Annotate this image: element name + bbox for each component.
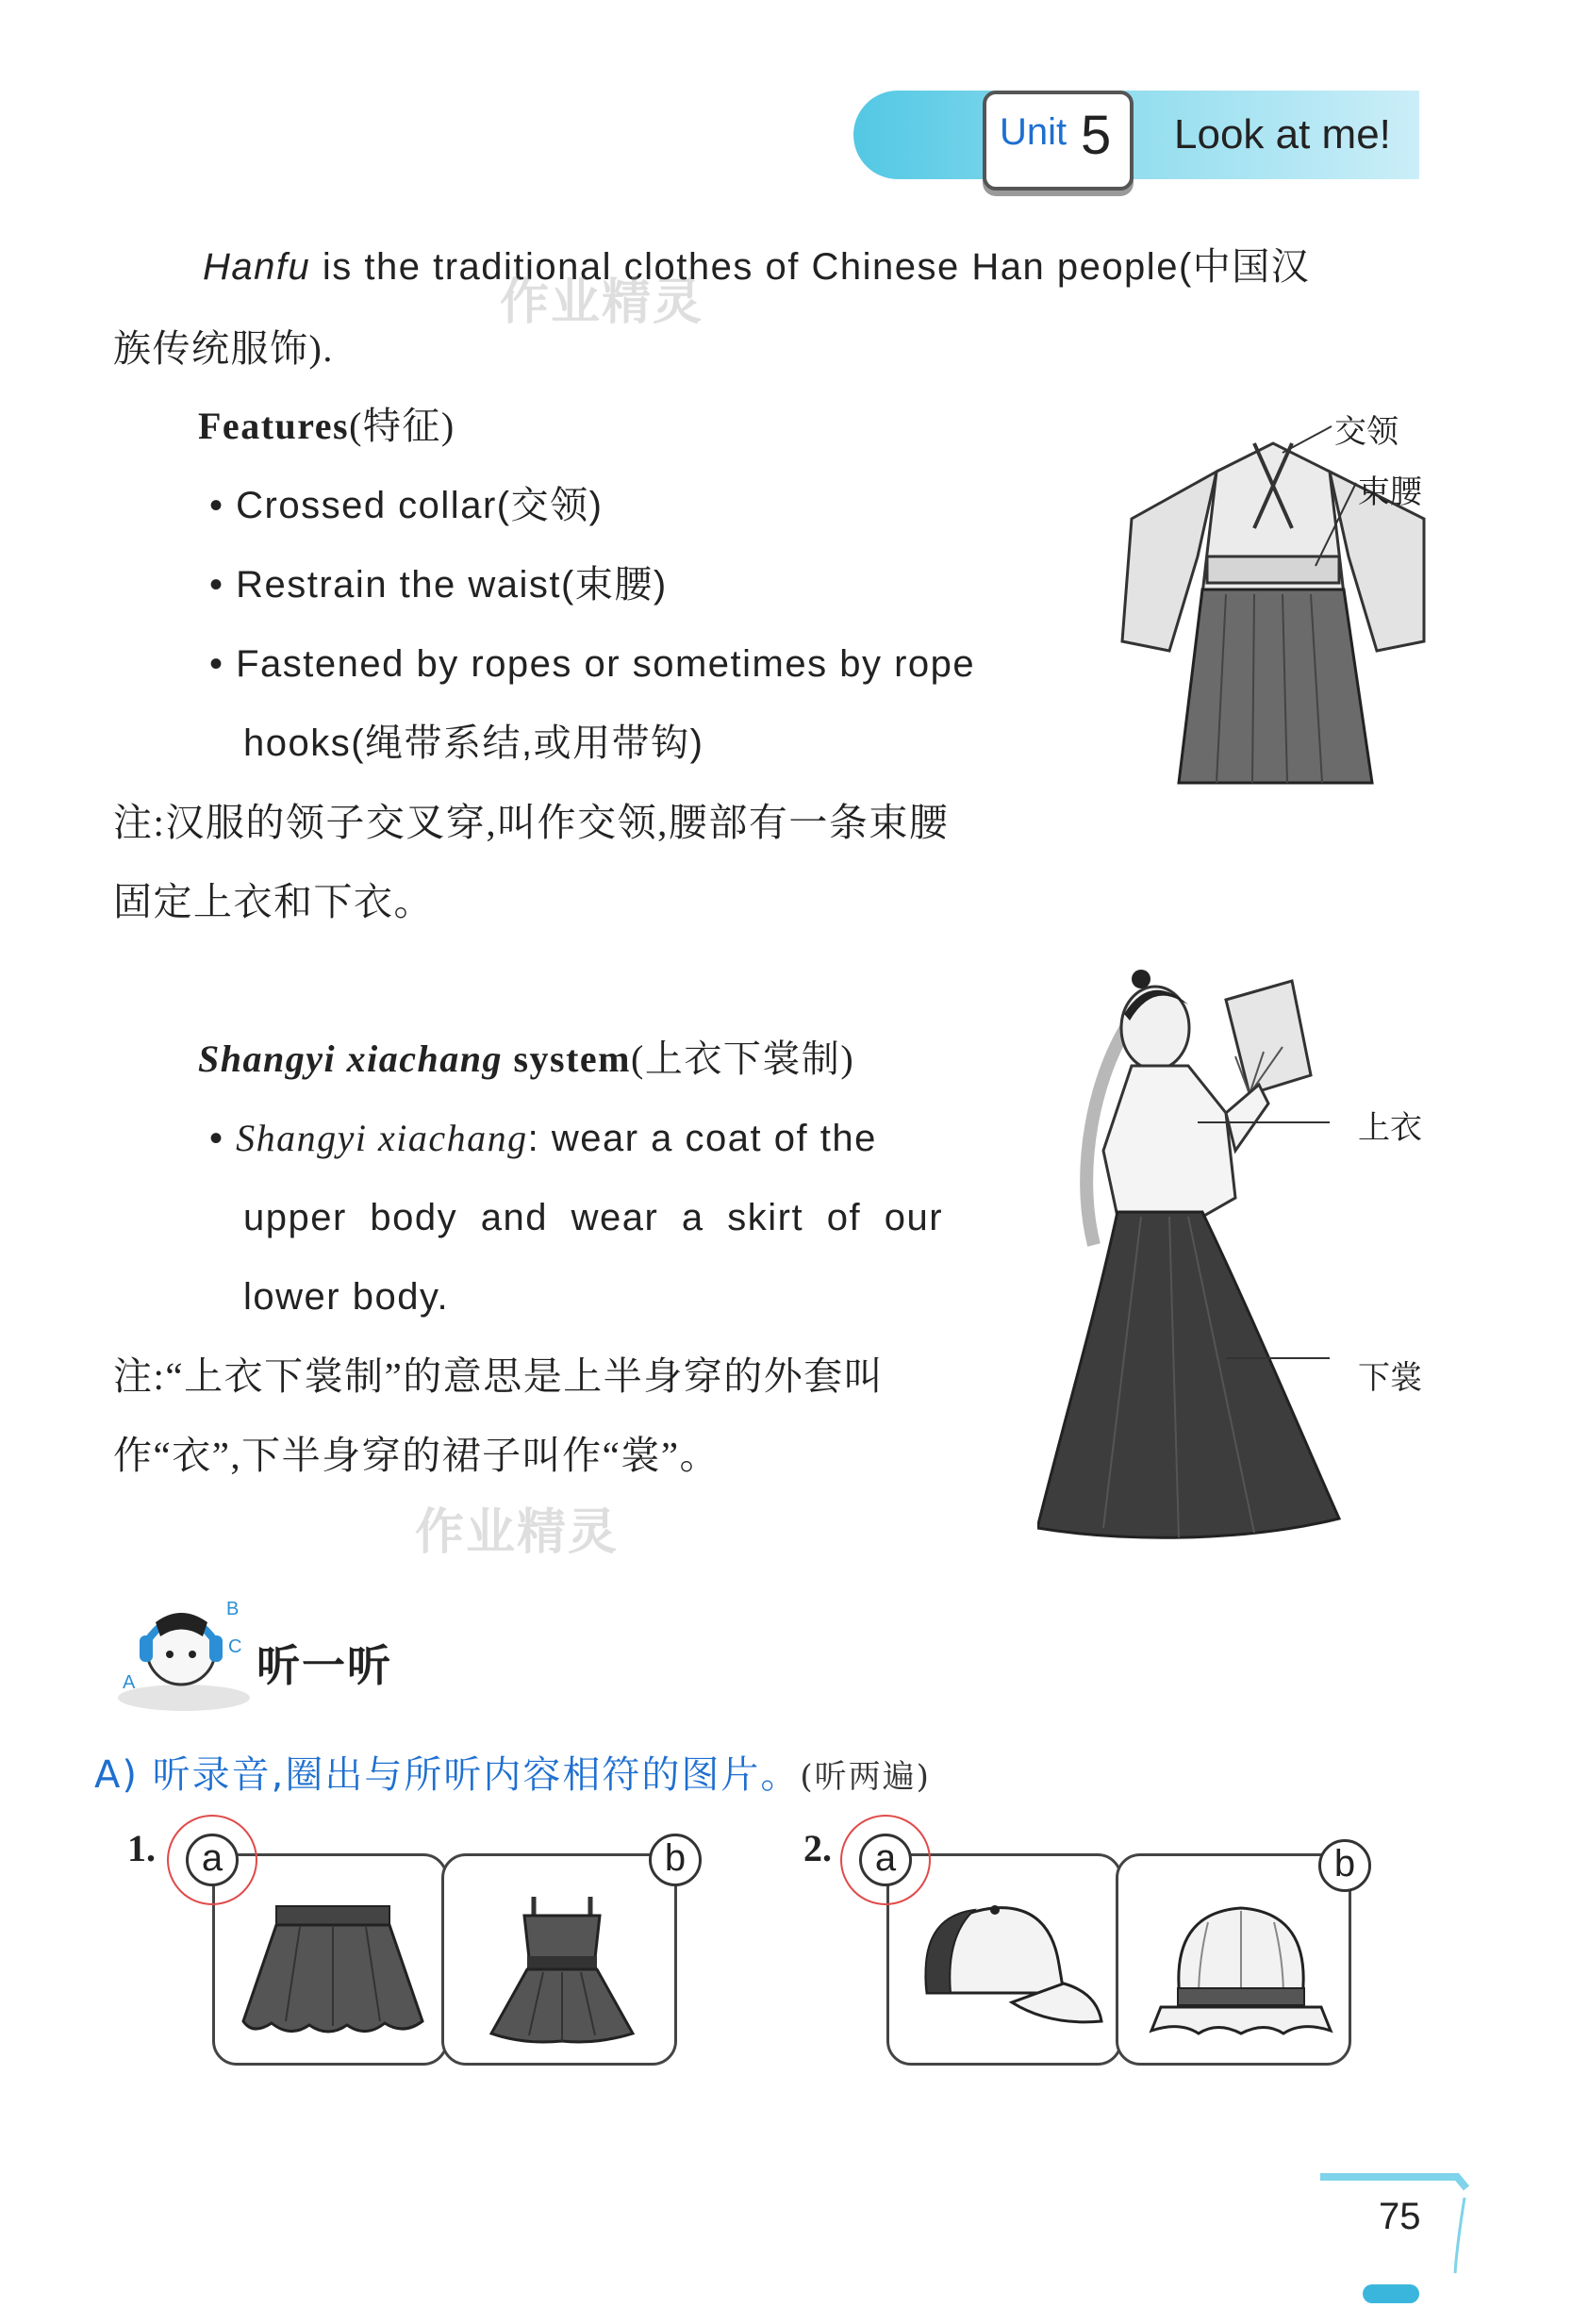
unit-number: 5	[1081, 105, 1112, 166]
q1-option-b-label[interactable]: b	[649, 1834, 702, 1886]
q1-option-a-label[interactable]: a	[186, 1834, 239, 1886]
label-waist: 束腰	[1358, 473, 1422, 511]
system-bullet-term: Shangyi xiachang	[236, 1117, 528, 1159]
intro-line-1-rest: is the traditional clothes of Chinese Han people(中国汉	[310, 246, 1311, 288]
system-note-line-1: 注:“上衣下裳制”的意思是上半身穿的外套叫	[113, 1354, 885, 1398]
listening-boy-icon	[113, 1594, 255, 1717]
question-2-number: 2.	[803, 1827, 832, 1869]
unit-title: Look at me!	[1174, 111, 1391, 158]
features-note-line-1: 注:汉服的领子交叉穿,叫作交领,腰部有一条束腰	[113, 801, 950, 844]
system-heading	[198, 1040, 854, 1078]
q2-option-b-frame[interactable]	[1116, 1853, 1351, 2066]
label-collar: 交领	[1334, 413, 1399, 451]
intro-line-1	[203, 248, 1310, 286]
intro-line-2: 族传统服饰).	[113, 327, 334, 370]
listen-title: 听一听	[257, 1640, 392, 1691]
watermark-bottom: 作业精灵	[415, 1504, 620, 1561]
bucket-hat-icon	[1142, 1894, 1340, 2045]
listen-instruction	[94, 1745, 931, 1799]
feature-item-ropes: • Fastened by ropes or sometimes by rope	[209, 643, 976, 685]
unit-word: Unit	[1000, 111, 1068, 153]
baseball-cap-icon	[908, 1899, 1116, 2040]
feature-item-waist: • Restrain the waist(束腰)	[209, 564, 668, 606]
hanfu-illustration	[1113, 406, 1433, 802]
unit-badge	[983, 91, 1134, 191]
listen-instruction-text: A) 听录音,圈出与所听内容相符的图片。	[94, 1753, 801, 1797]
svg-text:A: A	[123, 1672, 136, 1693]
svg-text:C: C	[228, 1636, 242, 1657]
page-number: 75	[1379, 2196, 1421, 2237]
intro-term: Hanfu	[203, 246, 311, 288]
system-bullet-line-2: upper body and wear a skirt of our	[243, 1197, 944, 1238]
features-heading-en: Features	[198, 405, 350, 447]
system-bullet-line-1-rest: : wear a coat of the	[527, 1118, 877, 1159]
q1-option-b-frame[interactable]	[441, 1853, 677, 2066]
system-heading-en: system	[502, 1038, 631, 1080]
system-note-line-2: 作“衣”,下半身穿的裙子叫作“裳”。	[113, 1434, 720, 1477]
q2-option-a-label[interactable]: a	[859, 1834, 912, 1886]
listen-instruction-note: (听两遍)	[800, 1758, 931, 1796]
skirt-icon	[234, 1899, 432, 2040]
svg-text:B: B	[226, 1599, 240, 1619]
feature-item-collar: • Crossed collar(交领)	[209, 485, 604, 526]
system-bullet-line-1	[209, 1117, 877, 1159]
watermark-top: 作业精灵	[500, 274, 704, 331]
label-skirt: 下裳	[1358, 1359, 1422, 1397]
question-1-number: 1.	[127, 1827, 156, 1869]
page-number-decoration	[1316, 2169, 1476, 2311]
system-bullet-line-3: lower body.	[243, 1276, 450, 1318]
dress-icon	[482, 1892, 642, 2048]
features-heading	[198, 407, 455, 445]
label-coat: 上衣	[1358, 1109, 1422, 1147]
system-heading-term: Shangyi xiachang	[198, 1038, 503, 1080]
system-bullet-dot: •	[209, 1118, 237, 1159]
woman-hanfu-illustration	[1037, 962, 1377, 1547]
features-note-line-2: 固定上衣和下衣。	[113, 880, 434, 923]
system-heading-cn: (上衣下裳制)	[631, 1038, 855, 1080]
q2-option-b-label[interactable]: b	[1318, 1839, 1371, 1892]
feature-item-ropes-line-2: hooks(绳带系结,或用带钩)	[243, 722, 704, 764]
features-heading-cn: (特征)	[349, 405, 455, 447]
